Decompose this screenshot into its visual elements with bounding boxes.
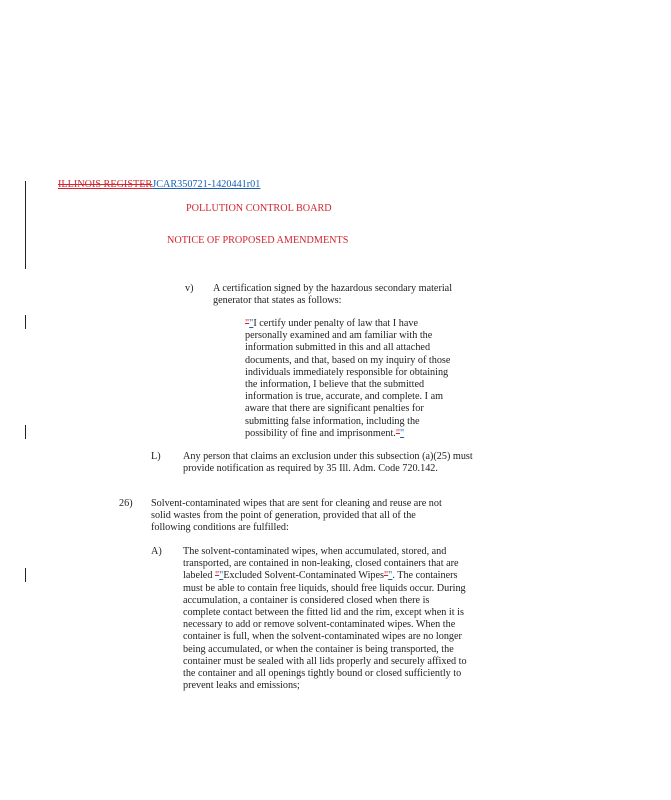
- certification-quote: [245, 318, 457, 440]
- quote-close-deleted: ": [395, 427, 400, 439]
- wipes-label-open-deleted: ": [214, 570, 220, 582]
- quote-open-deleted: ": [245, 318, 250, 329]
- register-header: [58, 179, 260, 191]
- wipes-label-close-inserted: ": [388, 570, 393, 582]
- item-26-label: 26): [119, 498, 133, 509]
- quote-text: I certify under penalty of law that I have personally examined and am familiar with the information submitted in this and all attached documents, and that, based on my inquiry of those individuals immediately responsible for obtaining the information, I believe that the submitted information is true, accurate, and complete. I am aware that there are significant penalties for submitting false information, including the possibility of fine and imprisonment.: [245, 318, 451, 439]
- item-a-text-after: . The containers must be able to contain free liquids, should free liquids occur. During accumulation, a container is considered closed when there is complete contact between the fitted lid and the rim, except when it is necessary to add or remove solvent-contaminated wipes. When the container is full, when the solvent-contaminated wipes are no longer being accumulated, or when the container is being transported, the container must be sealed with all lids properly and securely affixed to the container and all openings tightly bound or closed sufficiently to prevent leaks and emissions;: [183, 570, 467, 692]
- item-v-text: A certification signed by the hazardous secondary material generator that states as follows:: [213, 283, 453, 307]
- wipes-label-close-deleted: ": [383, 570, 389, 582]
- change-bar: [25, 568, 26, 582]
- register-title-deleted: ILLINOIS REGISTER: [58, 179, 153, 190]
- item-a-text-before: The solvent-contaminated wipes, when accumulated, stored, and transported, are contained in non-leaking, closed containers that are labeled: [183, 546, 459, 582]
- item-a-label: A): [151, 546, 162, 557]
- board-title: POLLUTION CONTROL BOARD: [186, 203, 332, 214]
- wipes-label-text: Excluded Solvent-Contaminated Wipes: [223, 570, 384, 582]
- change-bar: [25, 425, 26, 439]
- item-26-text: Solvent-contaminated wipes that are sent for cleaning and reuse are not solid wastes from the point of generation, provided that all of the following conditions are fulfilled:: [151, 498, 442, 534]
- item-a-text: [183, 546, 468, 692]
- item-l-label: L): [151, 451, 161, 462]
- change-bar: [25, 315, 26, 329]
- item-l-text: Any person that claims an exclusion under this subsection (a)(25) must provide notification as required by 35 Ill. Adm. Code 720.142.: [183, 451, 473, 475]
- item-v-label: v): [185, 283, 194, 294]
- notice-title: NOTICE OF PROPOSED AMENDMENTS: [167, 235, 349, 246]
- change-bar: [25, 181, 26, 269]
- register-id-inserted: JCAR350721-1420441r01: [152, 179, 261, 190]
- quote-open-inserted: ": [249, 318, 254, 329]
- quote-close-inserted: ": [400, 427, 405, 439]
- wipes-label-open-inserted: ": [219, 570, 224, 582]
